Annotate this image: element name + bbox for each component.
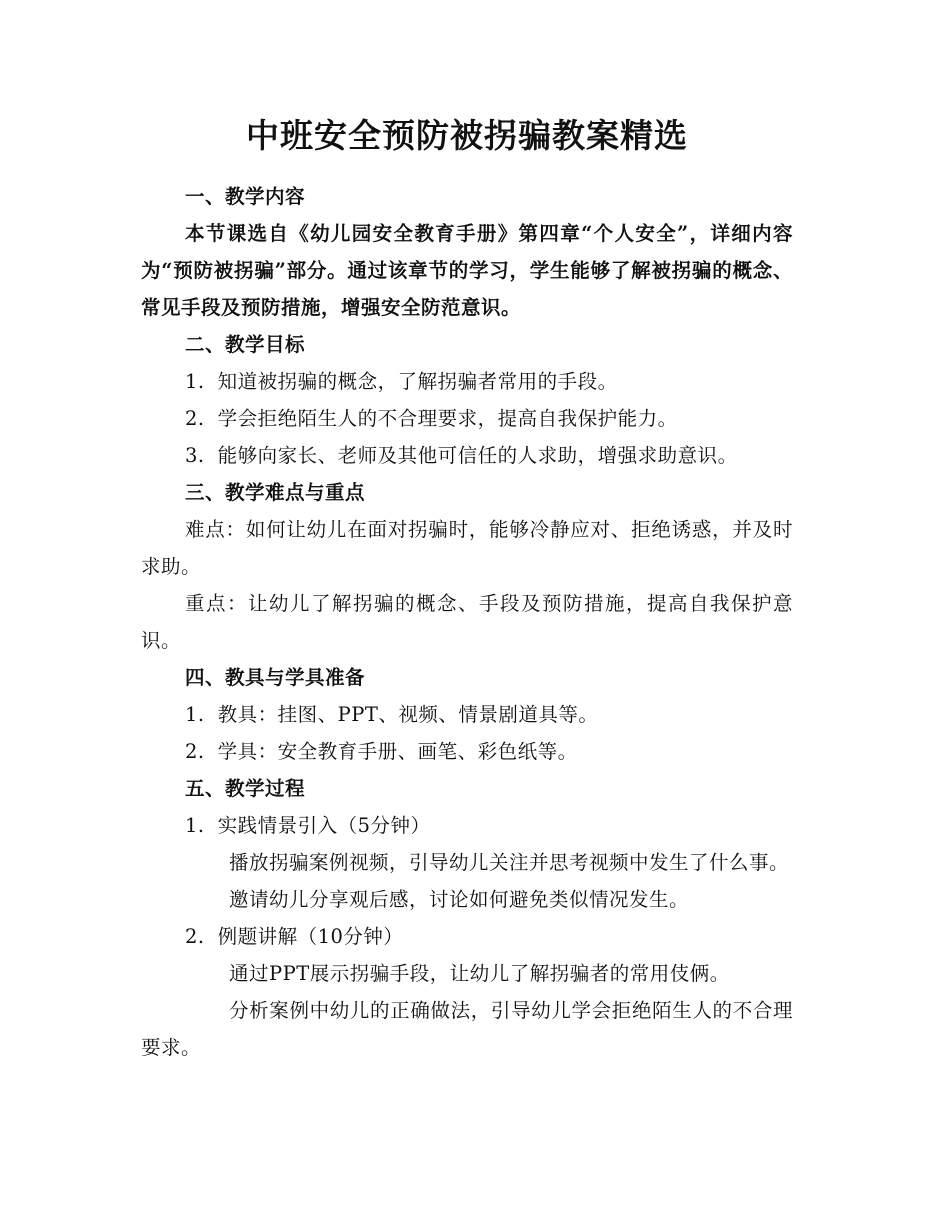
document-body (141, 108, 793, 1066)
objective-number: 1. (185, 370, 205, 393)
objective-text: 知道被拐骗的概念，了解拐骗者常用的手段。 (217, 370, 618, 393)
section-heading-content: 一、教学内容 (185, 185, 306, 208)
section-heading-objectives: 二、教学目标 (185, 333, 306, 356)
section-heading-materials: 四、教具与学具准备 (185, 666, 366, 689)
document-title: 中班安全预防被拐骗教案精选 (246, 116, 688, 155)
material-number: 1. (185, 703, 205, 726)
objective-text: 能够向家长、老师及其他可信任的人求助，增强求助意识。 (217, 444, 738, 467)
difficulty-paragraph: 难点：如何让幼儿在面对拐骗时，能够冷静应对、拒绝诱惑，并及时求助。 (141, 518, 793, 578)
objective-item (141, 400, 793, 437)
step-paragraph: 邀请幼儿分享观后感，讨论如何避免类似情况发生。 (229, 888, 690, 911)
objective-item (141, 363, 793, 400)
section-heading-difficulties: 三、教学难点与重点 (185, 481, 366, 504)
step-paragraph: 分析案例中幼儿的正确做法，引导幼儿学会拒绝陌生人的不合理要求。 (141, 999, 793, 1059)
objective-number: 2. (185, 407, 205, 430)
step-paragraph: 通过PPT展示拐骗手段，让幼儿了解拐骗者的常用伎俩。 (229, 962, 730, 985)
section-heading-process: 五、教学过程 (185, 777, 306, 800)
step-number: 1. (185, 814, 205, 837)
step-label: 例题讲解（10分钟） (217, 925, 404, 948)
step-label: 实践情景引入（5分钟） (217, 814, 431, 837)
material-text: 教具：挂图、PPT、视频、情景剧道具等。 (217, 703, 599, 726)
process-step (141, 918, 793, 955)
objective-text: 学会拒绝陌生人的不合理要求，提高自我保护能力。 (217, 407, 678, 430)
process-step (141, 807, 793, 844)
section-content-paragraph: 本节课选自《幼儿园安全教育手册》第四章“个人安全”，详细内容为“预防被拐骗”部分。通过该章节的学习，学生能够了解被拐骗的概念、常见手段及预防措施，增强安全防范意识。 (141, 222, 793, 319)
material-item (141, 733, 793, 770)
objective-item (141, 437, 793, 474)
step-number: 2. (185, 925, 205, 948)
material-item (141, 696, 793, 733)
material-text: 学具：安全教育手册、画笔、彩色纸等。 (217, 740, 578, 763)
step-paragraph: 播放拐骗案例视频，引导幼儿关注并思考视频中发生了什么事。 (229, 851, 790, 874)
focus-paragraph: 重点：让幼儿了解拐骗的概念、手段及预防措施，提高自我保护意识。 (141, 592, 793, 652)
material-number: 2. (185, 740, 205, 763)
objective-number: 3. (185, 444, 205, 467)
